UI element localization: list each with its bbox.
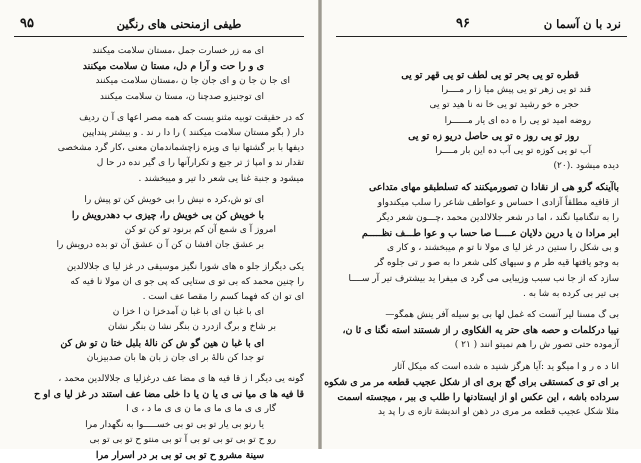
- text-line: را به تنگنامیا نگند ، اما در شعر جلالالدین محمد ،چـــون شعر دیگر: [377, 212, 619, 223]
- text-line: مثلا شکل عجیب قطعه مر مری در ذهن او اندیشة تازه ی را پد ید: [377, 407, 619, 418]
- text-line: آزموده حتی تصور ش را هم نمیتو انند ( ۲۱ ): [454, 340, 619, 351]
- text-line: سازد که از جا نب سبب وزیبایی می گرد ی میفرا ید بیشترف تیر آر ســــا: [348, 273, 619, 284]
- text-line: از قافیه مطلقاً آزادی ا حساس و عواطف شاعر را سلب میکندواو: [377, 197, 619, 208]
- text-line: یکی دیگراز جلو ه های شورا نگیز موسیقی در غز لیا ی جلالالدین: [66, 261, 304, 272]
- left-page-header: [14, 14, 304, 37]
- text-line: را چنین محمد که بی تو ی ستایی که پی جو ی ان مولا نا فیه که: [70, 276, 304, 287]
- text-line: قطره تو یی بحر تو یی لطف تو یی قهر تو یی: [401, 70, 579, 81]
- text-line: باآینکه گرو هی از نقادا ن تصورمیکنند که تسلطبقو مهای متداعی: [369, 182, 619, 194]
- text-line: بر عشق جان افشا ن کن آ ن عشق آن تو بده درویش را: [56, 240, 264, 251]
- text-line: بی گ مسنا لیر آنست که غمل لها بی بو سیله آفر ینش همگو—: [385, 310, 619, 321]
- text-line: گار ی ی ما ی ما ی ما ن ی ی ما د ، ی ا: [126, 404, 276, 415]
- text-line: نیبا درکلمات و حصه های حتر یه الفکاوی ر از شستند استه نگنا ی ئا ن،: [342, 325, 619, 337]
- right-page-header: [336, 14, 627, 37]
- text-line: روز تو یی روز ه تو یی حاصل دریو زه تو یی: [408, 130, 579, 142]
- text-line: ای تو ش،کرد ه نیش را بی خویش کن تو پیش را: [84, 194, 264, 205]
- left-page: [0, 0, 318, 462]
- text-line: که در حقیقت توبیه مثنو یست که همه مصر اعها ی آ ن ردیف: [79, 112, 304, 123]
- text-line: بر ای تو ی کمستقی برای گچ بری ای از شکل عجیب قطعه مر مر ی شکوه: [324, 376, 619, 388]
- text-line: قند تو یی زهر تو یی پیش میا زا ر مــــرا: [441, 85, 591, 96]
- text-line: سرداده باشه ، این عکس او از ایستادنها را طلب ی ببر ، میجسته اسمت: [337, 392, 619, 404]
- text-line: دیده میشود .(۲۰): [553, 161, 619, 172]
- text-line: ای مه زر خسارت جمل ،مستان سلامت میکنند: [92, 46, 264, 56]
- text-line: ای تو ان که فهما کسم را مقصا عف است .: [142, 292, 304, 303]
- text-line: رو ح تو بی تو بی تو بی آ تو بی منتو ح تو بی تو بی: [89, 434, 276, 445]
- text-line: ی و را حت و آرا م دل، مستا ن سلامت میکنند: [82, 61, 264, 73]
- text-line: دار ( بگو مستان سلامت میکنند ) را دا ر ند . و بیشتر پنداپین: [82, 128, 304, 139]
- left-page-number: ۹۵: [20, 16, 34, 31]
- right-page-text: [324, 68, 619, 441]
- text-line: و بی شکل را ستین در غز لیا ی مولا نا تو م میبخشند ، و کار ی: [386, 243, 619, 254]
- text-line: بی تیر بی کرده به شا به .: [522, 288, 619, 299]
- text-line: امروز آ ی شمع آن کم برنود تو کن تو کن: [124, 225, 276, 236]
- text-line: انا د ه ر و ا میگو ید :آیا هرگز شنید ه شده است که میکل آثار: [392, 361, 619, 372]
- left-page-text: [20, 44, 304, 462]
- text-line: تقدار ند و امپا ژ تر جیع و تکرارآنها را ی گیر نده در حا ل: [96, 158, 304, 169]
- right-running-title: نرد با ن آسما ن: [543, 17, 621, 31]
- text-line: به وجو یافتها قیه طر م و سیهای کلی شعر دا به صو ر تی جلوه گر: [374, 258, 619, 269]
- text-line: آب تو یی کوزه تو یی آب ده این بار مــــرا: [435, 146, 591, 157]
- text-line: تو جدا کن نالۀ بر ای جان ز بان ها بان صدبیزبان: [86, 352, 264, 363]
- text-line: ای توجنیزو صدچنا ن، مستا ن سلامت میکنند: [99, 91, 264, 102]
- text-line: حجر ه خو رشید تو یی خا نه نا هید تو یی: [429, 100, 579, 111]
- text-line: ابر مرادا ن یا درین دلایان عـــــا صا حسا ب و عوا طـــف نظـــــم: [361, 228, 619, 240]
- text-line: گونه یی دیگر ا ز قا فیه ها ی مضا عف درغزلیا ی جلالالدین محمد ،: [58, 374, 304, 385]
- left-running-title: طیفی ازمنحنی های رنگین: [116, 17, 242, 31]
- text-line: میشود و جنبة غنا یی شعر دا تیر و میبخشند .: [138, 173, 304, 184]
- text-line: قا فیه ها ی میا نی ی یا ن یا دا خلی مضا عف استند در غز لیا ی او ح: [33, 389, 304, 401]
- text-line: ای با غبا ن هین گو ش کن نالۀ بلبل ختا ن تو ش کن: [60, 337, 264, 349]
- text-line: ای جا ن جا ن و ای جان جا ن ،مستان سلامت میکنند: [95, 76, 290, 87]
- text-line: یا رنو بی یار تو بی تو بی خســـــوا به نگهدار مرا: [85, 419, 264, 430]
- text-line: بر شاخ و برگ ازدرد ن بنگر نشا ن بنگر نشان: [108, 322, 276, 333]
- text-line: ای با غبا ن ای با غبا ن آمدخزا ن ا خزا ن: [112, 307, 264, 318]
- right-page-number: ۹۶: [456, 16, 470, 31]
- right-page: [322, 0, 641, 449]
- text-line: روضه امید تو یی را ه ده ای یار مــــــرا: [444, 115, 591, 126]
- text-line: دیفها با بر گشتها نیا ی ویزه زاچشماندمان معنی ،کار گرد مشخصی: [57, 143, 304, 154]
- text-line: با خویش کن بی خویش را، چیزی ب دهدرویش را: [71, 210, 264, 222]
- text-line: سینة مشرو ح تو بی تو بی بر در اسرار مرا: [95, 450, 264, 462]
